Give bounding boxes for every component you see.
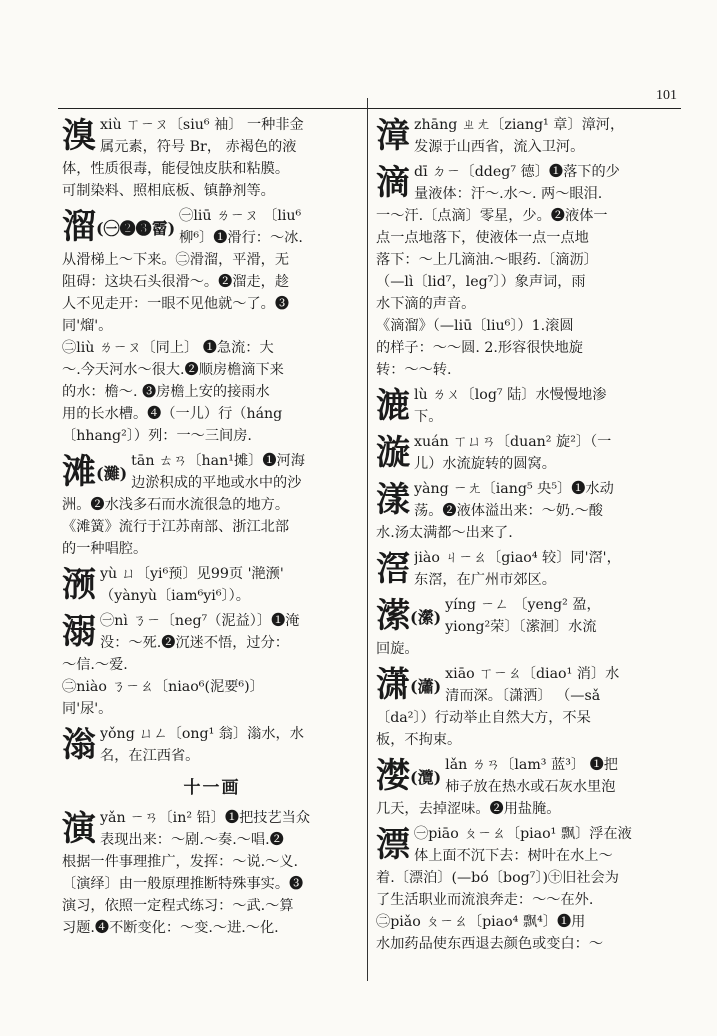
entry-line: 柿子放在热水或石灰水里泡 [445, 779, 616, 795]
entry-line: 《滩簧》流行于江苏南部、浙江北部 [62, 519, 290, 535]
entry-line: zhāng ㄓㄤ〔ziang¹ 章〕漳河， [414, 117, 625, 133]
entry-variant: (㊀❷❸霤) [96, 219, 176, 238]
entry-headword: 漩 [376, 433, 410, 473]
entry-headword: 漤(灠) [376, 756, 442, 796]
entry-headword: 滃 [62, 725, 96, 765]
entry-headword: 潇(瀟) [376, 665, 442, 705]
right-entries [376, 114, 668, 955]
dictionary-entry [376, 823, 668, 955]
entry-line: tān ㄊㄢ〔han¹摊〕❶河海 [131, 453, 305, 469]
entry-line: yiong²荣〕〔潆洄〕水流 [445, 619, 597, 635]
entry-line: yàng ㄧㄤ〔iang⁵ 央⁵〕❶水动 [414, 481, 614, 497]
entry-line: 的水：檐～. ❸房檐上安的接雨水 [62, 384, 270, 400]
dictionary-entry [62, 205, 362, 447]
entry-line: yù ㄩ〔yi⁶预〕见99页 '滟滪' [100, 566, 284, 582]
entry-line: 水加药品使东西退去颜色或变白：～ [376, 936, 604, 952]
entry-line: 儿）水流旋转的圆窝。 [414, 456, 556, 472]
dictionary-entry [376, 384, 668, 428]
entry-line: 水下滴的声音。 [376, 296, 476, 312]
dictionary-entry [376, 114, 668, 158]
entry-line: 荡。❷液体溢出来：～奶.～酸 [414, 503, 603, 519]
entry-headword: 潆(瀠) [376, 596, 442, 636]
entry-line: 东滘，在广州市郊区。 [414, 572, 556, 588]
entry-line: 《滴溜》（—liū〔liu⁶〕）1.滚圆 [376, 318, 574, 334]
entry-line: 边淤积成的平地或水中的沙 [131, 475, 302, 491]
entry-line: 落下：～上几滴油.～眼药.〔滴沥〕 [376, 252, 598, 268]
entry-line: 同'熘'。 [62, 318, 113, 334]
entry-variant: (灘) [96, 464, 128, 483]
entry-line: 板，不拘束。 [376, 732, 462, 748]
entry-line: 表现出来：～剧.～奏.～唱.❷ [100, 832, 284, 848]
entry-line: ㊀nì ㄋㄧ〔neg⁷（泥益）〕❶淹 [100, 613, 300, 629]
entry-headword: 漂 [376, 825, 410, 865]
entry-line: 的一种唱腔。 [62, 541, 148, 557]
dictionary-entry [376, 547, 668, 591]
column-divider [367, 98, 368, 981]
section-title: 十一画 [183, 778, 241, 798]
entry-line: 着.〔漂泊〕(—bó〔bog⁷〕)㊉旧社会为 [376, 870, 619, 886]
entry-headword: 滘 [376, 549, 410, 589]
dictionary-entry [376, 754, 668, 820]
entry-line: dī ㄉㄧ〔ddeg⁷ 德〕❶落下的少 [414, 164, 620, 180]
entry-line: xiù ㄒㄧㄡ〔siu⁶ 袖〕 一种非金 [100, 117, 304, 133]
entry-line: lǎn ㄌㄢ〔lam³ 蓝³〕 ❶把 [445, 757, 618, 773]
dictionary-entry [62, 807, 362, 939]
entry-headword: 滪 [62, 565, 96, 605]
entry-line: 演习，依照一定程式练习：～武.～算 [62, 898, 294, 914]
entry-line: yǎn ㄧㄢ〔in² 铅〕❶把技艺当众 [100, 810, 311, 826]
entry-variant: (灠) [410, 768, 442, 787]
dictionary-entry [376, 431, 668, 475]
entry-line: 下。 [414, 409, 443, 425]
entry-line: 几天，去掉涩味。❷用盐腌。 [376, 801, 561, 817]
entry-line: 柳⁶〕❶滑行：～冰. [179, 230, 303, 246]
entry-line: 属元素，符号 Br， 赤褐色的液 [100, 139, 297, 155]
entry-line: 用的长水槽。❹（一儿）行（háng [62, 406, 283, 422]
entry-line: 根据一件事理推广，发挥：～说.～义. [62, 854, 299, 870]
entry-line: 水.汤太满都～出来了. [376, 525, 513, 541]
entry-line: 点一点地落下，使液体一点一点地 [376, 230, 589, 246]
entry-line: lù ㄌㄨ〔log⁷ 陆〕水慢慢地渗 [414, 387, 607, 403]
entry-line: 没：～死.❷沉迷不悟，过分： [100, 635, 289, 651]
dictionary-entry [62, 610, 362, 720]
dictionary-entry [62, 114, 362, 202]
entry-line: 转：～～转. [376, 362, 452, 378]
right-column [376, 114, 668, 958]
entry-headword: 滴 [376, 163, 410, 203]
entry-line: 洲。❷水浅多石而水流很急的地方。 [62, 497, 290, 513]
dictionary-entry [376, 594, 668, 660]
entry-line: 习题.❹不断变化：～变.～进.～化. [62, 920, 279, 936]
entry-headword: 滩(灘) [62, 452, 128, 492]
entry-line: yíng ㄧㄥ 〔yeng² 盈， [445, 597, 601, 613]
entry-line: 清而深。〔潇洒〕 （—sǎ [445, 688, 601, 704]
left-entries [62, 114, 362, 767]
entry-headword: 漾 [376, 480, 410, 520]
dictionary-entry [376, 478, 668, 544]
entry-line: 阻碍：这块石头很滑～。❷溜走，趁 [62, 274, 290, 290]
dictionary-entry [376, 161, 668, 381]
entry-line: 一～汗.〔点滴〕零星，少。❷液体一 [376, 208, 608, 224]
entry-line: ㊁niào ㄋㄧㄠ〔niao⁶(泥要⁶)〕 [62, 679, 264, 695]
dictionary-entry [62, 450, 362, 560]
dictionary-entry [62, 563, 362, 607]
entry-line: ㊁piǎo ㄆㄧㄠ〔piao⁴ 飘⁴〕❶用 [376, 914, 586, 930]
entry-line: 回旋。 [376, 641, 419, 657]
entry-line: 从滑梯上～下来。㊁滑溜，平滑，无 [62, 252, 290, 268]
entry-line: 〔演绎〕由一般原理推断特殊事实。❸ [62, 876, 304, 892]
entry-line: 人不见走开：一眼不见他就～了。❸ [62, 296, 290, 312]
entry-line: 可制染料、照相底板、镇静剂等。 [62, 183, 275, 199]
dictionary-entry [376, 663, 668, 751]
entry-headword: 漳 [376, 116, 410, 156]
entry-line: ㊀piāo ㄆㄧㄠ〔piao¹ 飘〕浮在液 [414, 826, 632, 842]
entry-line: ～.今天河水～很大.❷顺房檐滴下来 [62, 362, 284, 378]
entry-line: jiào ㄐㄧㄠ〔giao⁴ 较〕同'滘'， [414, 550, 621, 566]
header-rule [58, 108, 681, 109]
entry-variant: (瀠) [410, 608, 442, 627]
entry-headword: 演 [62, 809, 96, 849]
entry-line: 体，性质很毒，能侵蚀皮肤和粘膜。 [62, 161, 290, 177]
entry-variant: (瀟) [410, 677, 442, 696]
entry-line: 体上面不沉下去：树叶在水上～ [414, 848, 613, 864]
left-column [62, 114, 362, 942]
entry-line: 同'尿'。 [62, 701, 113, 717]
entry-line: （—lì〔lid⁷，leg⁷〕）象声词，雨 [376, 274, 586, 290]
entry-line: yǒng ㄩㄥ〔ong¹ 翁〕滃水，水 [100, 726, 304, 742]
entry-headword: 溴 [62, 116, 96, 156]
entry-headword: 溜(㊀❷❸霤) [62, 207, 176, 247]
entry-line: 名，在江西省。 [100, 748, 200, 764]
entry-line: 的样子：～～圆. 2.形容很快地旋 [376, 340, 583, 356]
entry-line: 发源于山西省，流入卫河。 [414, 139, 585, 155]
entry-line: ㊁liù ㄌㄧㄡ〔同上〕 ❶急流：大 [62, 340, 274, 356]
dictionary-entry [62, 723, 362, 767]
entry-headword: 溺 [62, 612, 96, 652]
entry-line: ㊀liū ㄌㄧㄡ 〔liu⁶ [179, 208, 302, 224]
entry-line: xuán ㄒㄩㄢ〔duan² 旋²〕（一 [414, 434, 612, 450]
entry-headword: 漉 [376, 386, 410, 426]
entry-line: 了生活职业而流浪奔走：～～在外. [376, 892, 594, 908]
page-number: 101 [656, 88, 677, 103]
entry-line: xiāo ㄒㄧㄠ〔diao¹ 消〕水 [445, 666, 620, 682]
left-entries-after [62, 807, 362, 939]
entry-line: 〔hhang²〕）列：一～三间房. [62, 428, 252, 444]
entry-line: （yànyù〔iam⁶yi⁶〕）。 [100, 588, 250, 604]
entry-line: ～信.～爱. [62, 657, 128, 673]
entry-line: 〔da²〕）行动举止自然大方，不呆 [376, 710, 591, 726]
entry-line: 量液体：汗～.水～. 两～眼泪. [414, 186, 603, 202]
